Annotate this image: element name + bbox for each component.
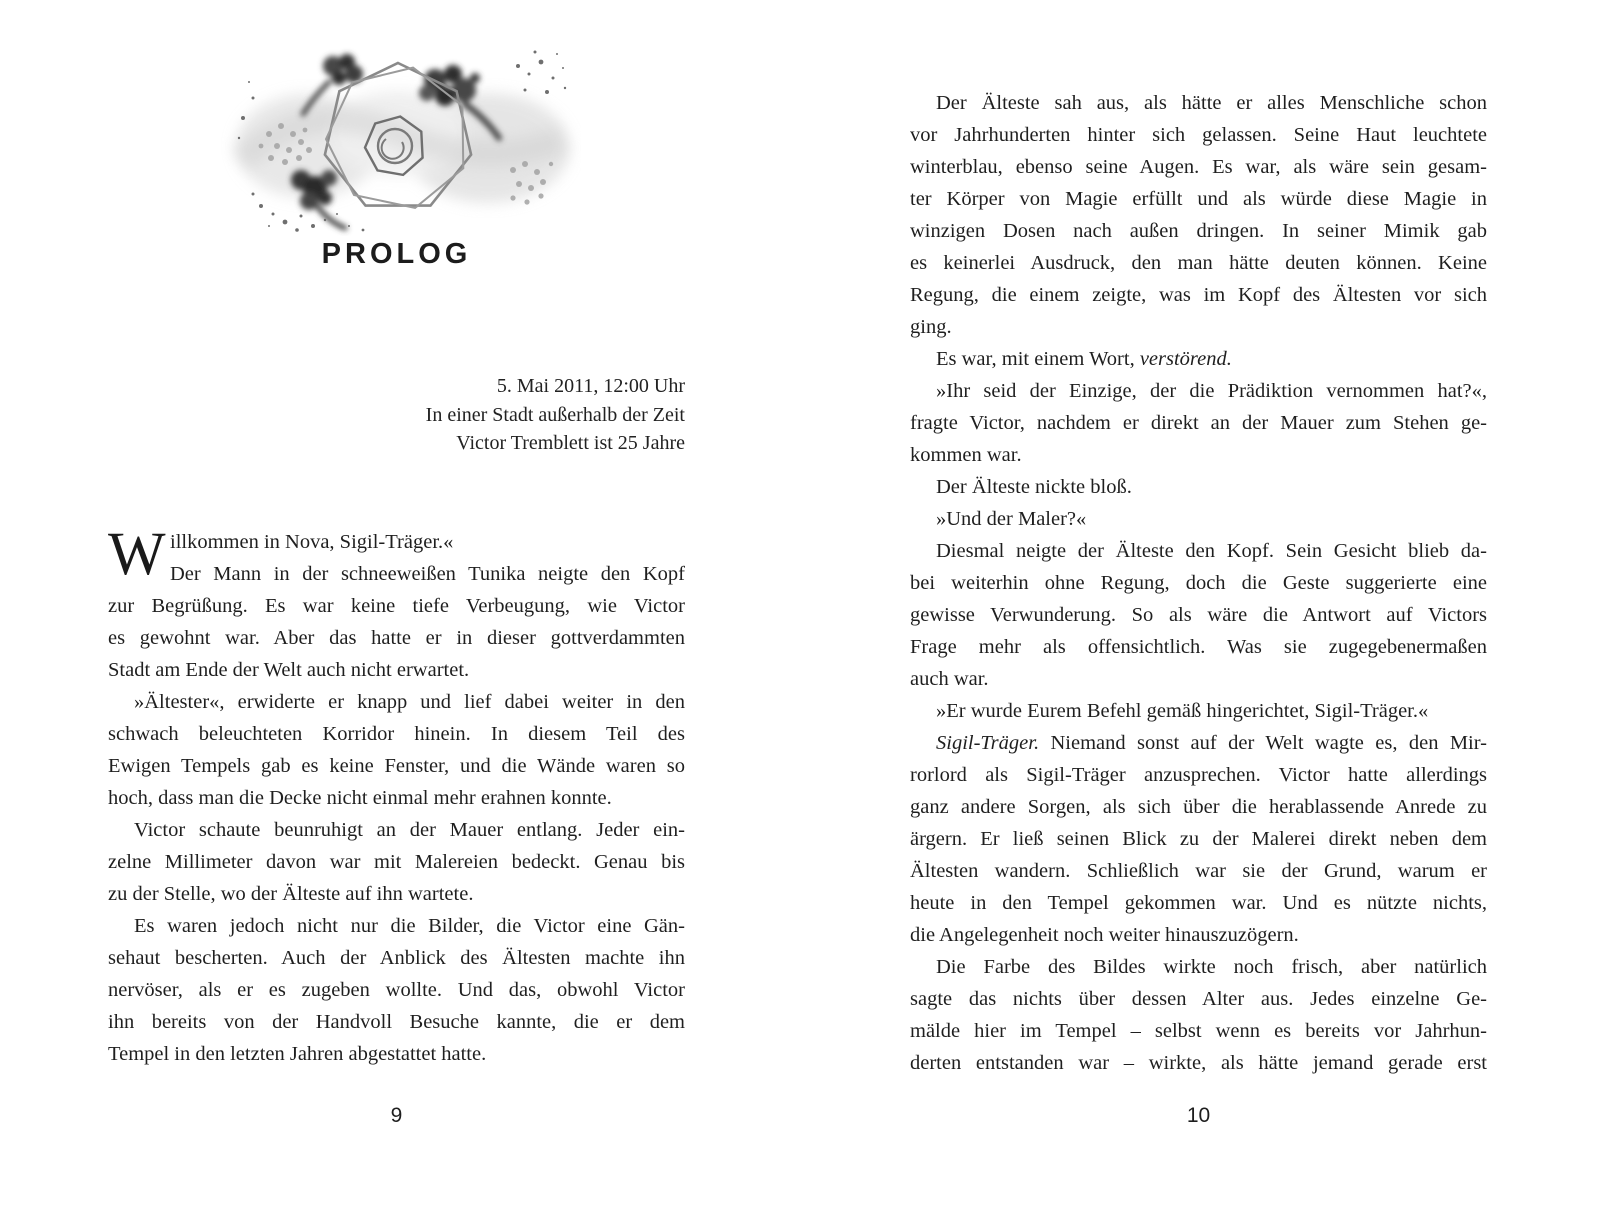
body-text-line: zelne Millimeter davon war mit Malereien bedeckt. Genau bis xyxy=(108,851,685,873)
body-text-line: es gewohnt war. Aber das hatte er in dieser gottverdammten xyxy=(108,627,685,649)
body-text-line: Es war, mit einem Wort, verstörend. xyxy=(936,348,1232,370)
body-text-line: winzigen Dosen nach außen dringen. In seiner Mimik gab xyxy=(910,220,1487,242)
body-text-line: bei weiterhin ohne Regung, doch die Geste suggerierte eine xyxy=(910,572,1487,594)
page-number-left: 9 xyxy=(390,1104,403,1127)
body-text-line: vor Jahrhunderten hinter sich gelassen. Seine Haut leuchtete xyxy=(910,124,1487,146)
body-text-line: ter Körper von Magie erfüllt und als würde diese Magie in xyxy=(910,188,1487,210)
body-text-line: illkommen in Nova, Sigil-Träger.« xyxy=(170,531,454,553)
body-text-line: winterblau, ebenso seine Augen. Es war, als wäre sein gesam- xyxy=(910,156,1487,178)
body-text-line: »Er wurde Eurem Befehl gemäß hingerichtet, Sigil-Träger.« xyxy=(936,700,1429,722)
body-text-line: ärgern. Er ließ seinen Blick zu der Malerei direkt neben dem xyxy=(910,828,1487,850)
body-text-line: Der Mann in der schneeweißen Tunika neigte den Kopf xyxy=(170,563,685,585)
body-text-line: es keinerlei Ausdruck, den man hätte deuten können. Keine xyxy=(910,252,1487,274)
chapter-dateline xyxy=(108,372,685,458)
body-text-line: auch war. xyxy=(910,668,989,690)
body-text-line: sehaut bescherten. Auch der Anblick des Ältesten machte ihn xyxy=(108,947,685,969)
body-text-line: ging. xyxy=(910,316,952,338)
body-text-line: rorlord als Sigil-Träger anzusprechen. Victor hatte allerdings xyxy=(910,764,1487,786)
body-text-line: nervöser, als er es zugeben wollte. Und das, obwohl Victor xyxy=(108,979,685,1001)
page-number-right: 10 xyxy=(1186,1104,1211,1127)
drop-cap: W xyxy=(108,521,166,588)
body-text-line: Tempel in den letzten Jahren abgestattet hatte. xyxy=(108,1043,487,1065)
body-text-line: zu der Stelle, wo der Älteste auf ihn wartete. xyxy=(108,883,474,905)
body-text-line: derten entstanden war – wirkte, als hätte jemand gerade erst xyxy=(910,1052,1487,1074)
body-text-line: Ältesten wandern. Schließlich war sie der Grund, warum er xyxy=(910,860,1487,882)
body-text-line: Die Farbe des Bildes wirkte noch frisch, aber natürlich xyxy=(936,956,1487,978)
body-text-line: die Angelegenheit noch weiter hinauszuzögern. xyxy=(910,924,1299,946)
body-text-line: Es waren jedoch nicht nur die Bilder, die Victor eine Gän- xyxy=(134,915,685,937)
body-text-line: kommen war. xyxy=(910,444,1022,466)
body-text-line: heute in den Tempel gekommen war. Und es nützte nichts, xyxy=(910,892,1487,914)
body-text-line: ganz andere Sorgen, als sich über die herablassende Anrede zu xyxy=(910,796,1487,818)
dateline-line: 5. Mai 2011, 12:00 Uhr xyxy=(496,375,685,397)
body-text-line: hoch, dass man die Decke nicht einmal mehr erahnen konnte. xyxy=(108,787,612,809)
body-text-line: fragte Victor, nachdem er direkt an der Mauer zum Stehen ge- xyxy=(910,412,1487,434)
body-text-line: Diesmal neigte der Älteste den Kopf. Sein Gesicht blieb da- xyxy=(936,540,1487,562)
body-text-line: Regung, die einem zeigte, was im Kopf des Ältesten vor sich xyxy=(910,284,1487,306)
body-text-line: ihn bereits von der Handvoll Besuche kannte, die er dem xyxy=(108,1011,685,1033)
body-text-line: »Ihr seid der Einzige, der die Prädiktion vernommen hat?«, xyxy=(936,380,1487,402)
body-text-line: Der Älteste nickte bloß. xyxy=(936,476,1132,498)
body-text-line: gewisse Verwunderung. So als wäre die Antwort auf Victors xyxy=(910,604,1487,626)
body-text-line: sagte das nichts über dessen Alter aus. Jedes einzelne Ge- xyxy=(910,988,1487,1010)
chapter-ornament-illustration xyxy=(213,38,581,236)
body-text-line: »Und der Maler?« xyxy=(936,508,1087,530)
body-text-line: Victor schaute beunruhigt an der Mauer entlang. Jeder ein- xyxy=(134,819,685,841)
body-text-line: »Ältester«, erwiderte er knapp und lief dabei weiter in den xyxy=(134,691,685,713)
body-text-line: Sigil-Träger. Niemand sonst auf der Welt wagte es, den Mir- xyxy=(936,732,1487,754)
body-text-line: Ewigen Tempels gab es keine Fenster, und die Wände waren so xyxy=(108,755,685,777)
body-text-line: Stadt am Ende der Welt auch nicht erwartet. xyxy=(108,659,470,681)
body-text-line: schwach beleuchteten Korridor hinein. In diesem Teil des xyxy=(108,723,685,745)
body-text-line: Der Älteste sah aus, als hätte er alles Menschliche schon xyxy=(936,92,1487,114)
chapter-heading: PROLOG xyxy=(321,238,472,270)
body-text-line: mälde hier im Tempel – selbst wenn es bereits vor Jahrhun- xyxy=(910,1020,1487,1042)
body-text-line: Frage mehr als offensichtlich. Was sie zugegebenermaßen xyxy=(910,636,1487,658)
dateline-line: In einer Stadt außerhalb der Zeit xyxy=(425,403,685,426)
body-text-left xyxy=(108,521,685,1070)
body-text-right xyxy=(910,87,1487,1079)
dateline-line: Victor Tremblett ist 25 Jahre xyxy=(456,432,685,454)
body-text-line: zur Begrüßung. Es war keine tiefe Verbeugung, wie Victor xyxy=(108,595,685,617)
